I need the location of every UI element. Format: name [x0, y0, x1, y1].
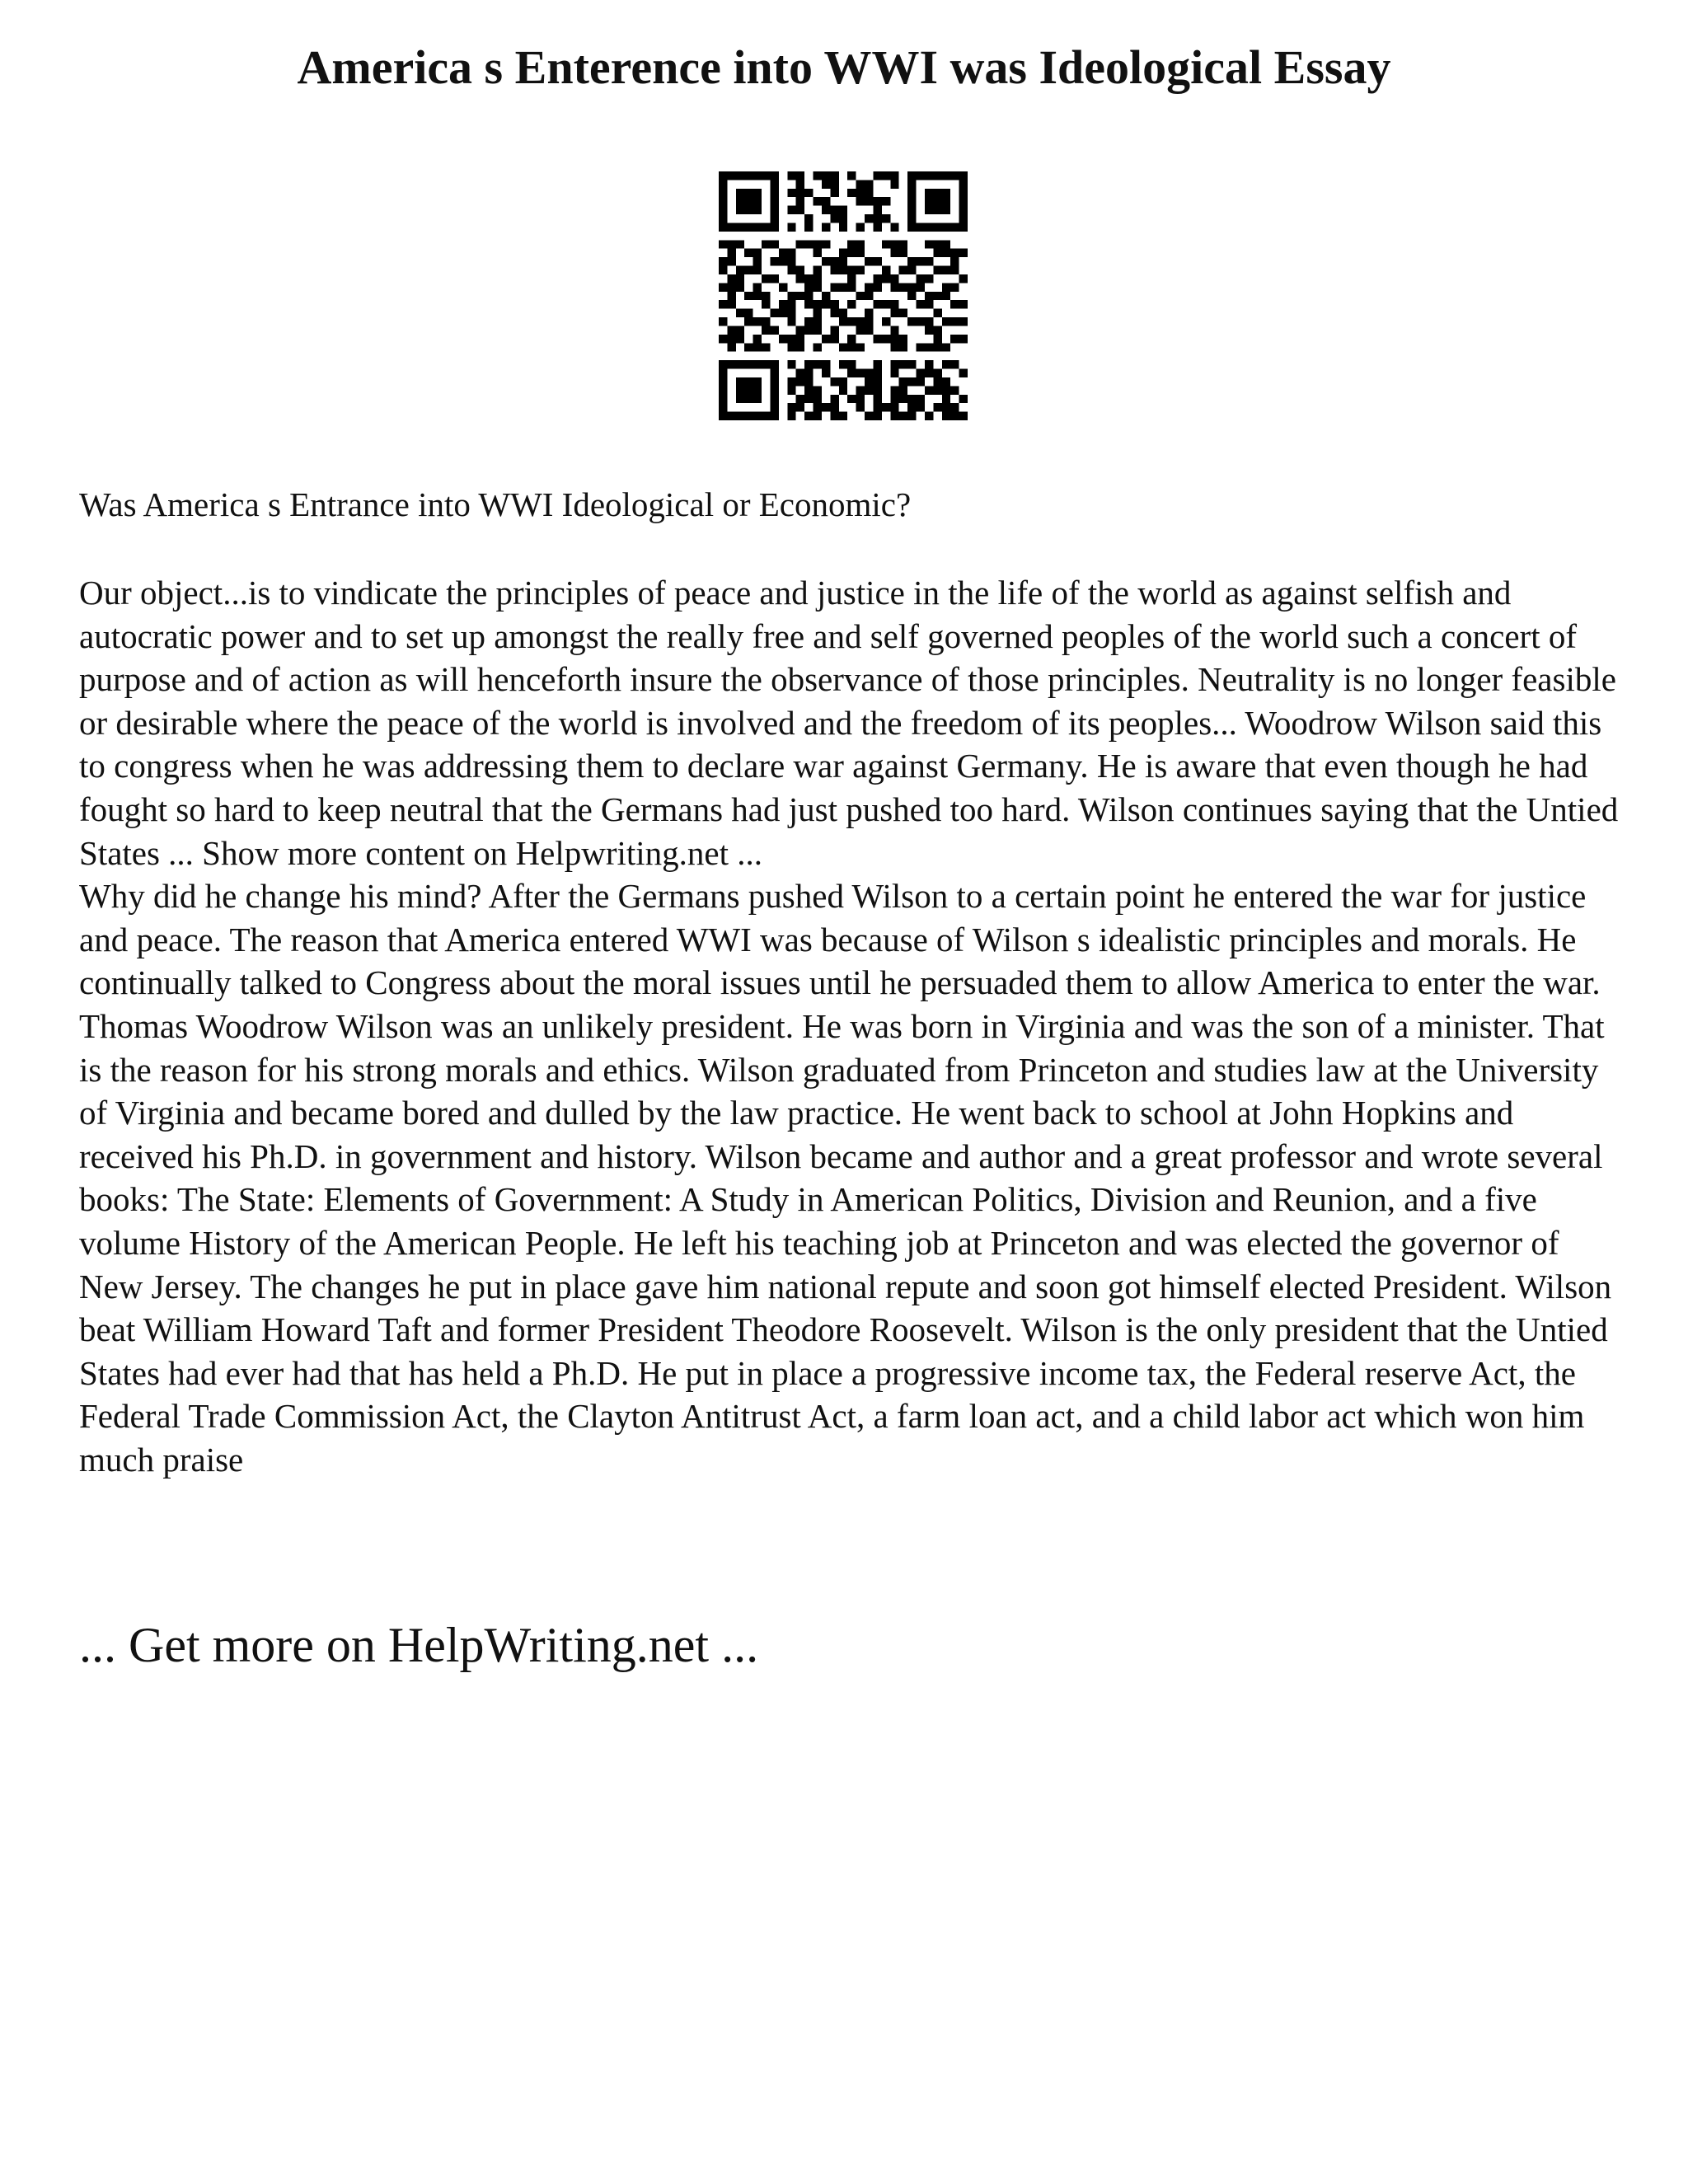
qr-code-icon	[719, 171, 968, 420]
essay-paragraph: Our object...is to vindicate the principles of peace and justice in the life of the world as against selfish and autocratic power and to set up amongst the really free and self governed peoples of the world such a concert of purpose and of action as will henceforth insure the observance of those principles. Neutrality is no longer feasible or desirable where the peace of the world is involved and the freedom of its peoples... Woodrow Wilson said this to congress when he was addressing them to declare war against Germany. He is aware that even though he had fought so hard to keep neutral that the Germans had just pushed too hard. Wilson continues saying that the Untied States ... Show more content on Helpwriting.net ...	[79, 574, 1619, 872]
essay-paragraph: Why did he change his mind? After the Germans pushed Wilson to a certain point he entered the war for justice and peace. The reason that America entered WWI was because of Wilson s idealistic principles and morals. He continually talked to Congress about the moral issues until he persuaded them to allow America to enter the war. Thomas Woodrow Wilson was an unlikely president. He was born in Virginia and was the son of a minister. That is the reason for his strong morals and ethics. Wilson graduated from Princeton and studies law at the University of Virginia and became bored and dulled by the law practice. He went back to school at John Hopkins and received his Ph.D. in government and history. Wilson became and author and a great professor and wrote several books: The State: Elements of Government: A Study in American Politics, Division and Reunion, and a five volume History of the American People. He left his teaching job at Princeton and was elected the governor of New Jersey. The changes he put in place gave him national repute and soon got himself elected President. Wilson beat William Howard Taft and former President Theodore Roosevelt. Wilson is the only president that the Untied States had ever had that has held a Ph.D. He put in place a progressive income tax, the Federal reserve Act, the Federal Trade Commission Act, the Clayton Antitrust Act, a farm loan act, and a child labor act which won him much praise	[79, 877, 1612, 1479]
essay-body	[79, 571, 1629, 1481]
essay-question-heading: Was America s Entrance into WWI Ideological or Economic?	[79, 485, 912, 523]
document-title: America s Enterence into WWI was Ideological Essay	[297, 40, 1391, 94]
helpwriting-link[interactable]: ... Get more on HelpWriting.net ...	[79, 1618, 759, 1672]
